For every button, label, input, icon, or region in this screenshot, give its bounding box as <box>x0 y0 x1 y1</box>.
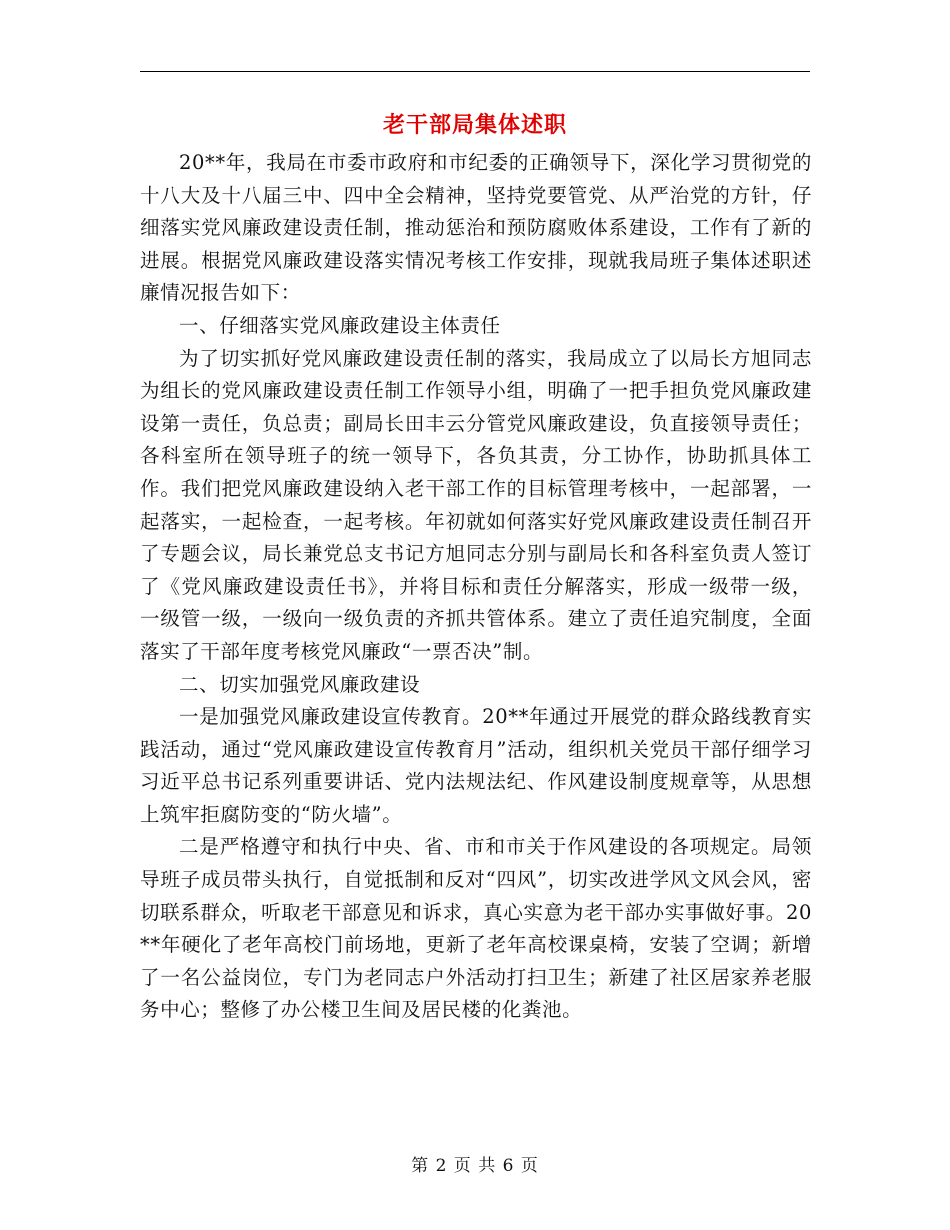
header-rule <box>140 71 810 72</box>
section-heading-2: 二、切实加强党风廉政建设 <box>179 672 421 696</box>
page-number-footer: 第 2 页 共 6 页 <box>411 1156 539 1176</box>
document-body <box>140 147 812 1027</box>
paragraph-section-1: 为了切实抓好党风廉政建设责任制的落实，我局成立了以局长方旭同志为组长的党风廉政建设责任制工作领导小组，明确了一把手担负党风廉政建设第一责任，负总责；副局长田丰云分管党风廉政建设，负直接领导责任；各科室所在领导班子的统一领导下，各负其责，分工协作，协助抓具体工作。我们把党风廉政建设纳入老干部工作的目标管理考核中，一起部署，一起落实，一起检查，一起考核。年初就如何落实好党风廉政建设责任制召开了专题会议，局长兼党总支书记方旭同志分别与副局长和各科室负责人签订了《党风廉政建设责任书》，并将目标和责任分解落实，形成一级带一级，一级管一级，一级向一级负责的齐抓共管体系。建立了责任追究制度，全面落实了干部年度考核党风廉政“一票否决”制。 <box>140 346 812 663</box>
paragraph-intro: 20**年，我局在市委市政府和市纪委的正确领导下，深化学习贯彻党的十八大及十八届三中、四中全会精神，坚持党要管党、从严治党的方针，仔细落实党风廉政建设责任制，推动惩治和预防腐败体系建设，工作有了新的进展。根据党风廉政建设落实情况考核工作安排，现就我局班子集体述职述廉情况报告如下： <box>140 151 812 305</box>
paragraph-section-2-item-2: 二是严格遵守和执行中央、省、市和市关于作风建设的各项规定。局领导班子成员带头执行，自觉抵制和反对“四风”，切实改进学风文风会风，密切联系群众，听取老干部意见和诉求，真心实意为老干部办实事做好事。20**年硬化了老年高校门前场地，更新了老年高校课桌椅，安装了空调；新增了一名公益岗位，专门为老同志户外活动打扫卫生；新建了社区居家养老服务中心；整修了办公楼卫生间及居民楼的化粪池。 <box>140 835 812 1022</box>
document-title: 老干部局集体述职 <box>382 112 567 138</box>
paragraph-section-2-item-1: 一是加强党风廉政建设宣传教育。20**年通过开展党的群众路线教育实践活动，通过“党风廉政建设宣传教育月”活动，组织机关党员干部仔细学习习近平总书记系列重要讲话、党内法规法纪、作风建设制度规章等，从思想上筑牢拒腐防变的“防火墙”。 <box>140 705 812 826</box>
section-heading-1: 一、仔细落实党风廉政建设主体责任 <box>179 313 501 337</box>
